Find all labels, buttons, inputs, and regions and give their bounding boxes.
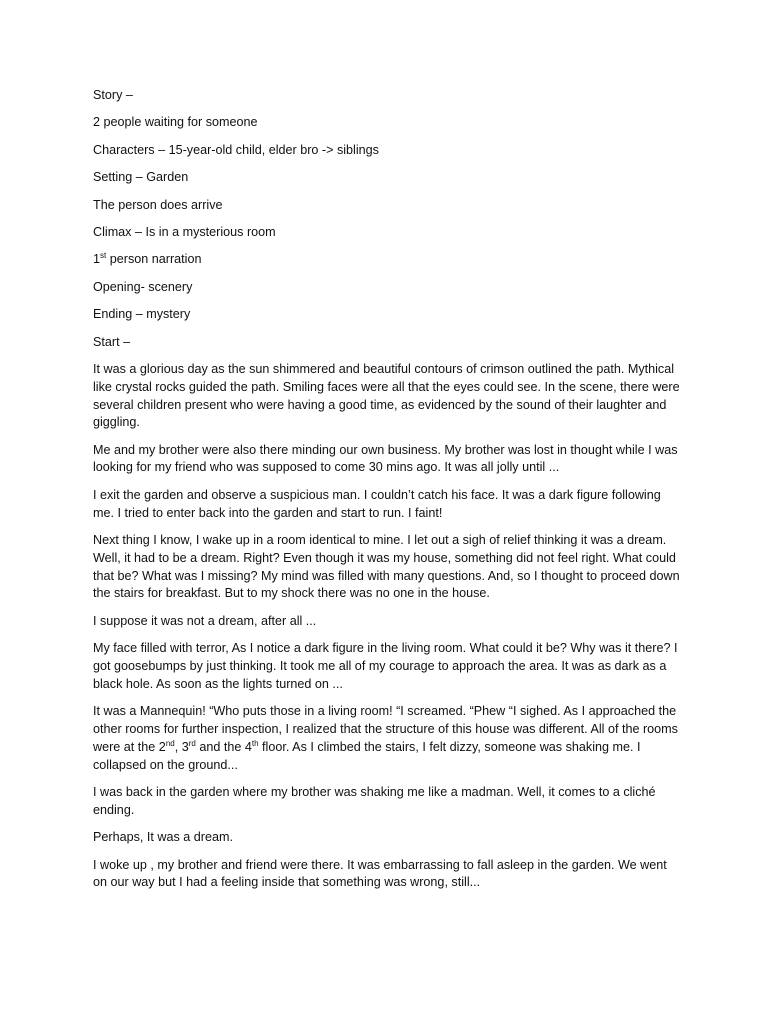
story-paragraph-5: I suppose it was not a dream, after all ... (93, 613, 317, 628)
p7-ordinal-th: th (251, 738, 259, 748)
story-paragraph-6: My face filled with terror, As I notice a dark figure in the living room. What could it be? Why was it there? I got goosebumps by just thinking. It took me all of my courage to approach the area. It was as dark as a black hole. As soon as the lights turned on ... (93, 641, 678, 691)
outline-premise: 2 people waiting for someone (93, 115, 258, 130)
p7-text-b: , 3 (174, 739, 189, 754)
p7-text-c: and the 4 (195, 739, 252, 754)
story-paragraph-10: I woke up , my brother and friend were there. It was embarrassing to fall asleep in the garden. We went on our way but I had a feeling inside that something was wrong, still... (93, 857, 667, 890)
story-paragraph-8: I was back in the garden where my brother was shaking me like a madman. Well, it comes to a cliché ending. (93, 785, 656, 817)
outline-narration (93, 251, 683, 269)
narration-ordinal: st (100, 251, 107, 261)
p7-text-d: floor. As I climbed the stairs, I felt dizzy, someone was shaking me. I collapsed on the ground... (93, 739, 641, 772)
p7-ordinal-rd: rd (188, 738, 196, 748)
story-paragraph-4: Next thing I know, I wake up in a room identical to mine. I let out a sigh of relief thinking it was a dream. Well, it had to be a dream. Right? Even though it was my house, something did not feel right. What could that be? What was I missing? My mind was filled with many questions. And, so I thought to proceed down the stairs for breakfast. But to my shock there was no one in the house. (93, 533, 680, 601)
p7-text-a: It was a Mannequin! “Who puts those in a living room! “I screamed. “Phew “I sighed. As I approached the other rooms for further inspection, I realized that the structure of this house was different. All of the rooms were at the 2 (93, 704, 678, 754)
p7-ordinal-nd: nd (165, 738, 175, 748)
outline-setting: Setting – Garden (93, 170, 189, 185)
narration-rest: person narration (106, 252, 202, 267)
story-paragraph-3: I exit the garden and observe a suspicious man. I couldn’t catch his face. It was a dark figure following me. I tried to enter back into the garden and start to run. I faint! (93, 487, 661, 520)
outline-arrival: The person does arrive (93, 197, 223, 212)
story-paragraph-2: Me and my brother were also there minding our own business. My brother was lost in thought while I was looking for my friend who was supposed to come 30 mins ago. It was all jolly until ... (93, 442, 678, 475)
outline-characters: Characters – 15-year-old child, elder bro -> siblings (93, 142, 379, 157)
story-paragraph-7 (93, 703, 683, 774)
outline-climax: Climax – Is in a mysterious room (93, 224, 276, 239)
document-page (93, 87, 683, 902)
outline-opening: Opening- scenery (93, 279, 193, 294)
outline-story-heading: Story – (93, 88, 133, 102)
story-paragraph-9: Perhaps, It was a dream. (93, 830, 233, 845)
narration-number: 1 (93, 252, 101, 267)
story-paragraph-1: It was a glorious day as the sun shimmered and beautiful contours of crimson outlined the path. Mythical like crystal rocks guided the path. Smiling faces were all that the eyes could see. In the scene, there were several children present who were having a good time, as evidenced by the sound of their laughter and giggling. (93, 361, 680, 430)
outline-start-heading: Start – (93, 334, 131, 349)
outline-ending: Ending – mystery (93, 307, 191, 322)
